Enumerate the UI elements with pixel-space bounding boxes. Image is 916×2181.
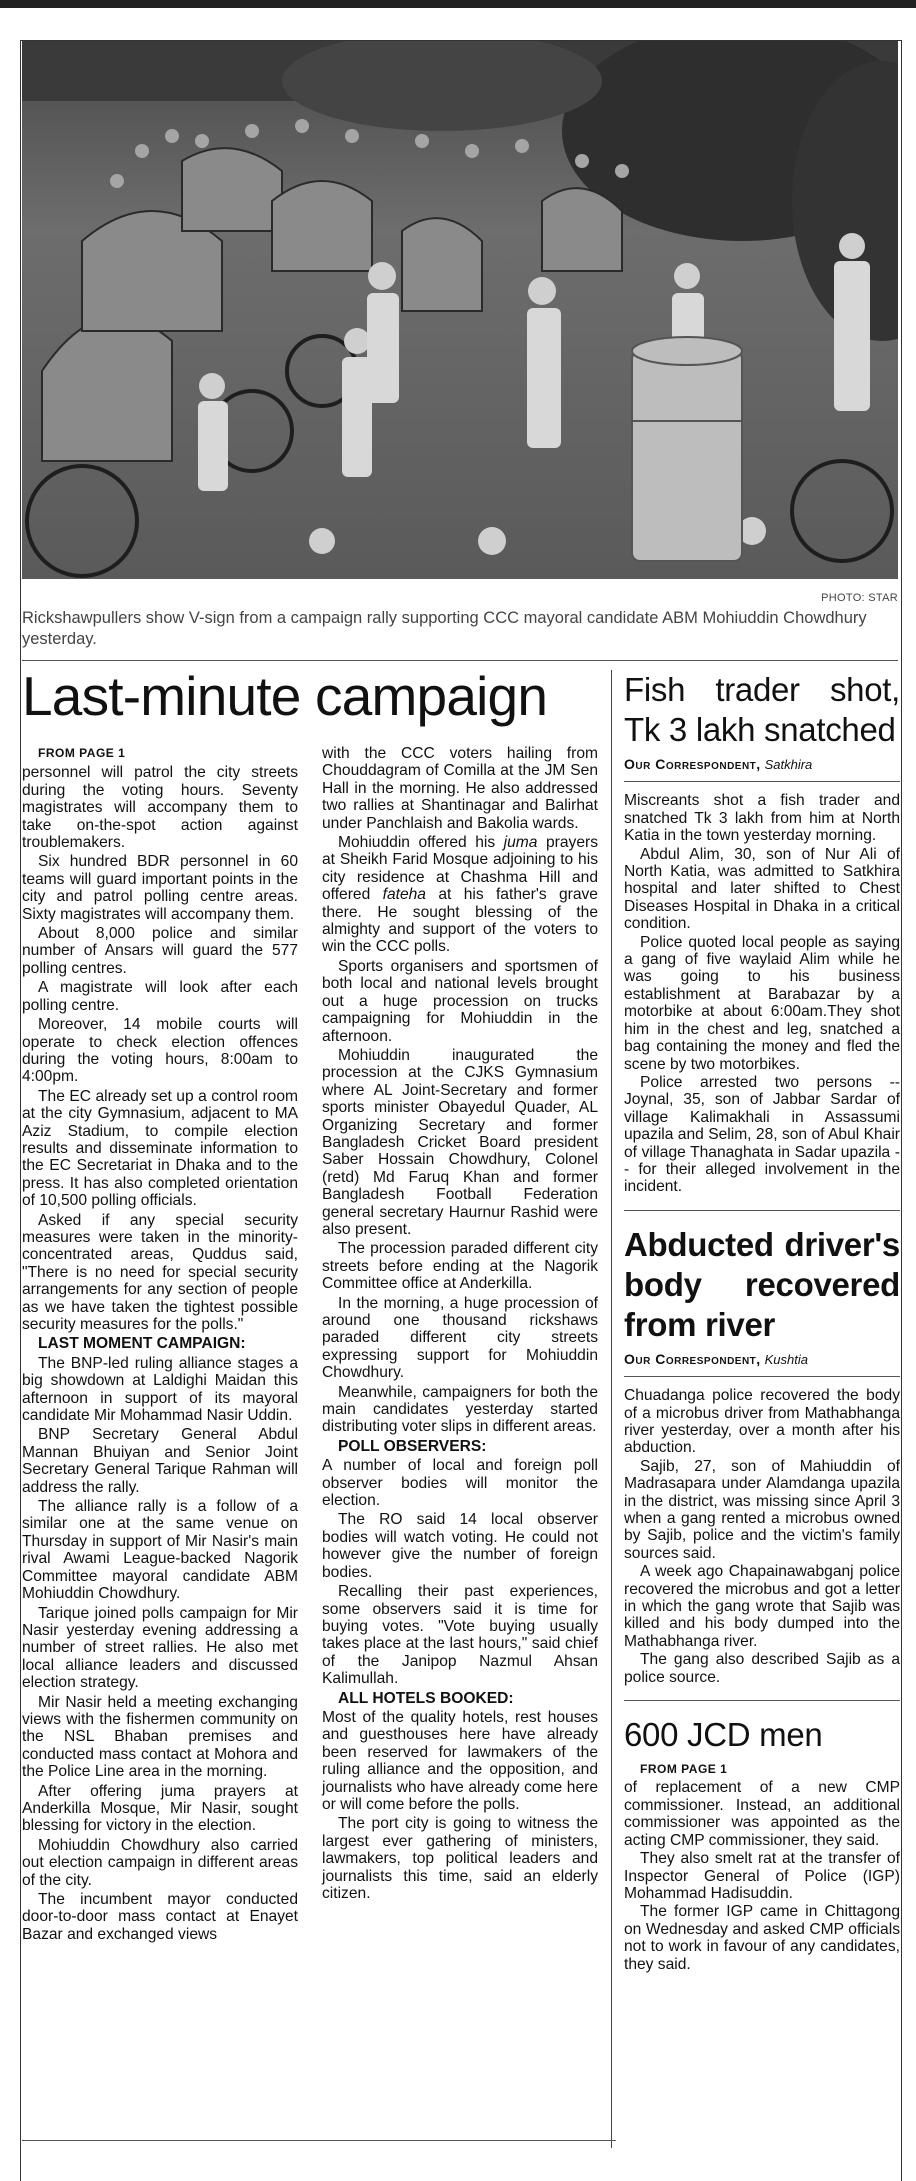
paragraph: Six hundred BDR personnel in 60 teams will guard important points in the city and patrol polling centre areas. Sixty magistrates will accompany them. (22, 853, 298, 923)
paragraph: They also smelt rat at the transfer of Inspector General of Police (IGP) Mohammad Hadisuddin. (624, 1850, 900, 1902)
paragraph: Meanwhile, campaigners for both the main candidates yesterday started distributing voter slips in different areas. (322, 1383, 598, 1436)
paragraph: Recalling their past experiences, some observers said it is time for buying votes. "Vote buying usually takes place at the last hours," said chief of the Janipop Nazmul Ahsan Kalimullah. (322, 1583, 598, 1688)
paragraph: Asked if any special security measures were taken in the minority-concentrated areas, Quddus said, "There is no need for special security arrangements for any section of people as we have taken the tightest possible security measures for the polls." (22, 1211, 298, 1333)
column-divider (611, 670, 612, 2148)
story3-byline (624, 1351, 900, 1377)
rally-photo-illustration (22, 41, 898, 579)
main-column-1 (22, 745, 298, 1945)
main-column-2 (322, 745, 598, 1904)
italic-run: fateha (382, 886, 426, 904)
paragraph: Tarique joined polls campaign for Mir Nasir yesterday evening addressing a number of street rallies. He also met local alliance leaders and discussed election strategy. (22, 1604, 298, 1692)
paragraph: Chuadanga police recovered the body of a microbus driver from Mathabhanga river yesterday, over a month after his abduction. (624, 1387, 900, 1457)
paragraph: with the CCC voters hailing from Chouddagram of Comilla at the JM Sen Hall in the morning. He also addressed two rallies at Shantinagar and Balirhat under Panchlaish and Bakolia wards. (322, 745, 598, 832)
story3-headline: Abducted driver's body recovered from river (624, 1225, 900, 1343)
paragraph: personnel will patrol the city streets during the voting hours. Seventy magistrates will accompany them to take on-the-spot action against troublemakers. (22, 764, 298, 852)
paragraph: The alliance rally is a follow of a similar one at the same venue on Thursday in support of Mir Nasir's main rival Awami League-backed Nagorik Committee mayoral candidate ABM Mohiuddin Chowdhury. (22, 1498, 298, 1603)
paragraph: The EC already set up a control room at the city Gymnasium, adjacent to MA Aziz Stadium, to compile election results and disseminate information to the EC Secretariat in Dhaka and to the press. It has also completed orientation of 10,500 polling officials. (22, 1087, 298, 1210)
paragraph: About 8,000 police and similar number of Ansars will guard the 577 polling centres. (22, 925, 298, 977)
story-separator (624, 1210, 900, 1211)
paragraph: The RO said 14 local observer bodies will watch voting. He could not however give the number of foreign bodies. (322, 1511, 598, 1581)
byline-place: Kushtia (764, 1351, 808, 1367)
text-run: at his father's grave there. He sought blessing of the almighty and support of the voters to win the CCC polls. (322, 886, 598, 956)
paragraph: The former IGP came in Chittagong on Wednesday and asked CMP officials not to work in favour of any candidates, they said. (624, 1903, 900, 1973)
paragraph: The port city is going to witness the largest ever gathering of ministers, lawmakers, top political leaders and journalists this time, said an elderly citizen. (322, 1815, 598, 1902)
story4-headline: 600 JCD men (624, 1716, 823, 1754)
byline-text: Our Correspondent, (624, 1350, 761, 1367)
photo-caption: Rickshawpullers show V-sign from a campaign rally supporting CCC mayoral candidate ABM Mohiuddin Chowdhury yesterday. (22, 609, 867, 648)
text-run: prayers at Sheikh Farid Mosque adjoining to his city residence at Chashma Hill and offered (322, 834, 598, 904)
paragraph-juma (322, 834, 598, 956)
text-run: Mohiuddin offered his (338, 834, 504, 852)
paragraph: Mohiuddin inaugurated the procession at the CJKS Gymnasium where AL Joint-Secretary and former sports minister Obayedul Quader, AL Organizing Secretary and former Bangladesh Cricket Board president Saber Hossain Chowdhury, Colonel (retd) Md Faruq Khan and former Bangladesh Football Federation general secretary Haurnur Rashid were also present. (322, 1046, 598, 1238)
story2-headline: Fish trader shot, Tk 3 lakh snatched (624, 671, 900, 748)
paragraph: In the morning, a huge procession of around one thousand rickshaws paraded different city streets expressing support for Mohiuddin Chowdhury. (322, 1294, 598, 1382)
paragraph: Sports organisers and sportsmen of both local and national levels brought out a huge procession on trucks campaigning for Mohiuddin in the afternoon. (322, 957, 598, 1045)
main-headline: Last-minute campaign (22, 665, 548, 727)
paragraph: Most of the quality hotels, rest houses and guesthouses here have already been reserved for lawmakers of the ruling alliance and the opposition, and journalists who have already come here or will come before the polls. (322, 1708, 598, 1813)
rally-photo (22, 41, 898, 579)
paragraph: Abdul Alim, 30, son of Nur Ali of North Katia, was admitted to Satkhira hospital and later shifted to Chest Diseases Hospital in Dhaka in a critical condition. (624, 845, 900, 933)
byline-text: Our Correspondent, (624, 756, 761, 772)
paragraph: A week ago Chapainawabganj police recovered the microbus and got a letter in which the gang wrote that Sajib was killed and his body dumped into the Mathabhanga river. (624, 1563, 900, 1650)
byline-place: Satkhira (764, 757, 813, 772)
paragraph: A number of local and foreign poll observer bodies will monitor the election. (322, 1457, 598, 1510)
subhead-hotels-booked: ALL HOTELS BOOKED: (338, 1689, 514, 1707)
paragraph: Police arrested two persons -- Joynal, 35, son of Jabbar Sardar of village Kalimakhali in Assassumi upazila and Selim, 28, son of Abul Khair of village Thanaghata in Sadar upazila -- for their alleged involvement in the incident. (624, 1073, 900, 1196)
paragraph: of replacement of a new CMP commissioner. Instead, an additional commissioner was appointed as the acting CMP commissioner, they said. (624, 1779, 900, 1849)
paragraph: BNP Secretary General Abdul Mannan Bhuiyan and Senior Joint Secretary General Tarique Rahman will address the rally. (22, 1426, 298, 1496)
caption-rule (22, 660, 898, 661)
paragraph: The incumbent mayor conducted door-to-door mass contact at Enayet Bazar and exchanged views (22, 1891, 298, 1943)
subhead-poll-observers: POLL OBSERVERS: (338, 1437, 487, 1455)
paragraph: A magistrate will look after each polling centre. (22, 979, 298, 1014)
main-kicker: FROM PAGE 1 (38, 746, 126, 760)
right-column (624, 670, 900, 1974)
top-bar (0, 0, 916, 8)
paragraph: Mohiuddin Chowdhury also carried out election campaign in different areas of the city. (22, 1836, 298, 1889)
paragraph: Sajib, 27, son of Mahiuddin of Madrasapara under Alamdanga upazila in the district, was missing since April 3 when a gang rented a microbus owned by Sajib, police and the victim's family sources said. (624, 1457, 900, 1562)
subhead-last-moment: LAST MOMENT CAMPAIGN: (38, 1335, 246, 1353)
paragraph: Moreover, 14 mobile courts will operate to check election offences during the voting hours, 8:00am to 4:00pm. (22, 1016, 298, 1086)
paragraph: The procession paraded different city streets before ending at the Nagorik Committee office at Anderkilla. (322, 1240, 598, 1293)
paragraph: The BNP-led ruling alliance stages a big showdown at Laldighi Maidan this afternoon in support of its mayoral candidate Mir Mohammad Nasir Uddin. (22, 1354, 298, 1425)
photo-credit: PHOTO: STAR (821, 592, 898, 604)
paragraph: Miscreants shot a fish trader and snatched Tk 3 lakh from him at North Katia in the town yesterday morning. (624, 792, 900, 845)
paragraph: Police quoted local people as saying a gang of five waylaid Alim while he was going to his business establishment at Barabazar by a motorbike at about 6:00am.They shot him in the chest and leg, snatched a bag containing the money and fled the scene by two motorbikes. (624, 933, 900, 1073)
story-separator (624, 1700, 900, 1701)
paragraph: After offering juma prayers at Anderkilla Mosque, Mir Nasir, sought blessing for victory in the election. (22, 1782, 298, 1835)
paragraph: The gang also described Sajib as a police source. (624, 1651, 900, 1686)
story2-byline (624, 756, 900, 782)
story4-kicker: FROM PAGE 1 (640, 1762, 728, 1777)
bottom-rule (22, 2140, 616, 2141)
italic-run: juma (503, 834, 538, 852)
paragraph: Mir Nasir held a meeting exchanging views with the fishermen community on the NSL Bhaban premises and conducted mass contact at Mohora and the Police Line area in the morning. (22, 1693, 298, 1781)
